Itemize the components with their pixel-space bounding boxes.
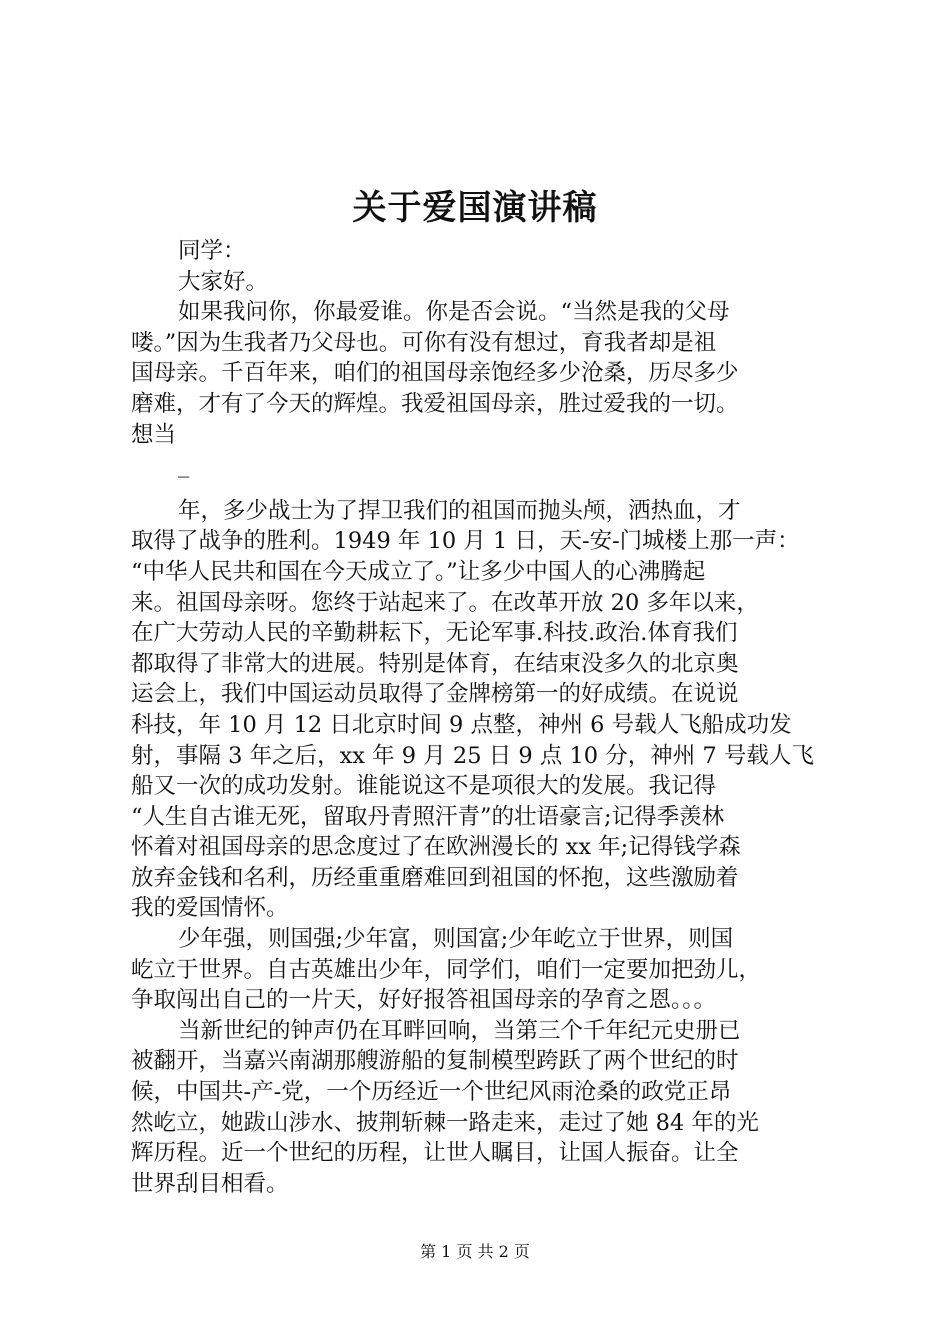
text-line: “中华人民共和国在今天成立了。”让多少中国人的心沸腾起 [131, 558, 706, 585]
text-line: 都取得了非常大的进展。特别是体育，在结束没多久的北京奥 [131, 650, 739, 677]
text-line: 运会上，我们中国运动员取得了金牌榜第一的好成绩。在说说 [131, 681, 739, 708]
text-line: 取得了战争的胜利。1949 年 10 月 1 日，天-安-门城楼上那一声： [131, 528, 800, 555]
paragraph-block-1 [131, 236, 831, 450]
text-line: 争取闯出自己的一片天，好好报答祖国母亲的孕育之恩。。。 [131, 987, 717, 1014]
text-line: 国母亲。千百年来，咱们的祖国母亲饱经多少沧桑，历尽多少 [131, 360, 739, 387]
text-line: 想当 [131, 421, 177, 448]
text-line: 当新世纪的钟声仍在耳畔回响，当第三个千年纪元史册已 [178, 1017, 741, 1044]
text-line: 候，中国共-产-党，一个历经近一个世纪风雨沧桑的政党正昂 [131, 1079, 732, 1106]
text-line: 射，事隔 3 年之后，xx 年 9 月 25 日 9 点 10 分，神州 7 号载人飞 [131, 742, 814, 769]
text-line: 屹立于世界。自古英雄出少年，同学们，咱们一定要加把劲儿， [131, 956, 762, 983]
document-title: 关于爱国演讲稿 [352, 188, 598, 228]
document-body [131, 236, 831, 1199]
text-line: 如果我问你，你最爱谁。你是否会说。“当然是我的父母 [178, 299, 730, 326]
spacer [131, 481, 831, 496]
dash-line: _ [178, 452, 190, 479]
text-line: 来。祖国母亲呀。您终于站起来了。在改革开放 20 多年以来， [131, 589, 759, 616]
text-line: 被翻开，当嘉兴南湖那艘游船的复制模型跨跃了两个世纪的时 [131, 1048, 739, 1075]
text-line: “人生自古谁无死，留取丹青照汗青”的壮语豪言;记得季羡林 [131, 803, 725, 830]
text-line: 辉历程。近一个世纪的历程，让世人瞩目，让国人振奋。让全 [131, 1140, 739, 1167]
text-line: 年，多少战士为了捍卫我们的祖国而抛头颅，洒热血，才 [178, 497, 741, 524]
text-line: 在广大劳动人民的辛勤耕耘下，无论军事.科技.政治.体育我们 [131, 620, 738, 647]
text-line: 科技，年 10 月 12 日北京时间 9 点整，神州 6 号载人飞船成功发 [131, 711, 792, 738]
text-line: 船又一次的成功发射。谁能说这不是项很大的发展。我记得 [131, 773, 717, 800]
text-line: 大家好。 [178, 268, 269, 295]
text-line: 我的爱国情怀。 [131, 895, 289, 922]
text-line: 世界刮目相看。 [131, 1170, 289, 1197]
text-line: 怀着对祖国母亲的思念度过了在欧洲漫长的 xx 年;记得钱学森 [131, 834, 741, 861]
text-line: 放弃金钱和名利，历经重重磨难回到祖国的怀抱，这些激励着 [131, 864, 739, 891]
text-line: 磨难，才有了今天的辉煌。我爱祖国母亲，胜过爱我的一切。 [131, 390, 739, 417]
text-line: 然屹立，她跋山涉水、披荆斩棘一路走来，走过了她 84 年的光 [131, 1109, 759, 1136]
text-line: 喽。”因为生我者乃父母也。可你有没有想过，育我者却是祖 [131, 329, 717, 356]
text-line: 少年强，则国强;少年富，则国富;少年屹立于世界，则国 [178, 926, 734, 953]
paragraph-block-2 [131, 496, 831, 1200]
text-line: 同学： [178, 238, 246, 264]
page-footer: 第 1 页 共 2 页 [420, 1242, 530, 1261]
